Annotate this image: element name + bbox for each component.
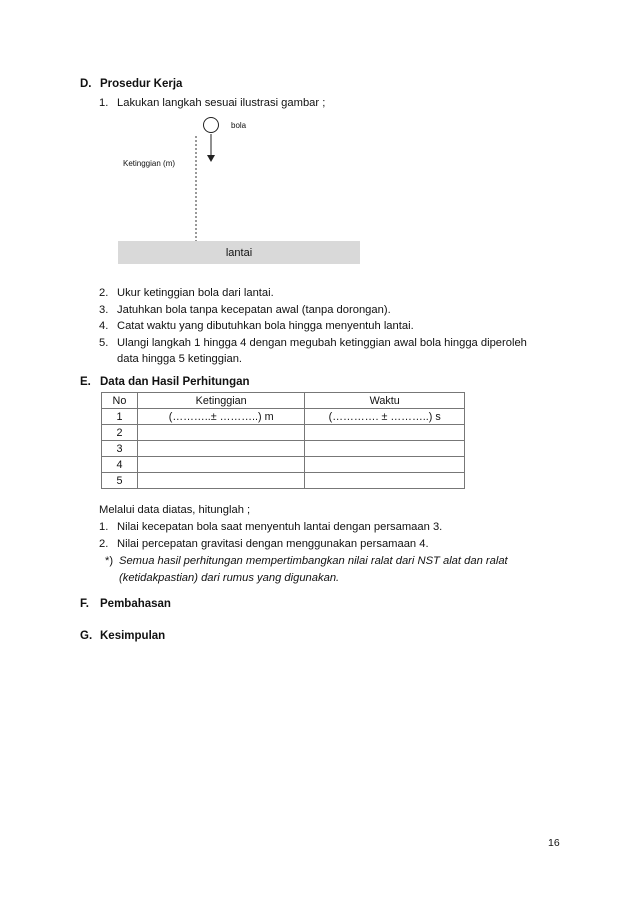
- step-text: [117, 335, 527, 368]
- free-fall-diagram: [0, 0, 638, 280]
- step-1-number: 1.: [99, 97, 109, 109]
- step-number: 2.: [99, 287, 109, 299]
- section-g-title: Kesimpulan: [100, 630, 166, 642]
- table-header-row: [102, 393, 465, 409]
- step-number: 5.: [99, 336, 109, 349]
- table-row: [102, 441, 465, 457]
- step-number: 4.: [99, 320, 109, 332]
- section-g-heading: [80, 630, 165, 642]
- table-cell: (…………. ± ………..) s: [305, 409, 465, 425]
- data-table: [101, 392, 465, 489]
- diagram-lines: [0, 0, 638, 280]
- table-row: [102, 409, 465, 425]
- note-line: Semua hasil perhitungan mempertimbangkan nilai ralat dari NST alat dan ralat: [119, 555, 508, 567]
- table-cell: 4: [102, 457, 138, 473]
- table-cell: [137, 473, 305, 489]
- section-f-title: Pembahasan: [100, 598, 171, 610]
- section-e-letter: E.: [80, 376, 91, 388]
- section-f-heading: [80, 598, 171, 610]
- section-d-title: Prosedur Kerja: [100, 78, 183, 90]
- calculation-note: [99, 553, 579, 587]
- table-header-no: No: [102, 393, 138, 409]
- step-text-line: data hingga 5 ketinggian.: [117, 353, 243, 365]
- step-1-text: Lakukan langkah sesuai ilustrasi gambar ;: [117, 97, 326, 109]
- task-1: [99, 519, 579, 536]
- section-e-title: Data dan Hasil Perhitungan: [100, 376, 250, 388]
- table-cell: 3: [102, 441, 138, 457]
- table-cell: [137, 457, 305, 473]
- table-row: [102, 425, 465, 441]
- task-number: 1.: [99, 521, 109, 533]
- step-2: [99, 285, 569, 302]
- table-cell: [305, 473, 465, 489]
- height-label: Ketinggian (m): [123, 159, 176, 168]
- table-cell: 2: [102, 425, 138, 441]
- section-g-letter: G.: [80, 630, 93, 642]
- table-cell: 5: [102, 473, 138, 489]
- table-cell: [137, 441, 305, 457]
- step-5: [99, 335, 569, 368]
- section-f-letter: F.: [80, 598, 89, 610]
- task-text: Nilai percepatan gravitasi dengan menggunakan persamaan 4.: [117, 538, 429, 550]
- step-text-line: Ulangi langkah 1 hingga 4 dengan megubah ketinggian awal bola hingga diperoleh: [117, 336, 527, 349]
- note-text: [119, 553, 508, 587]
- step-3: [99, 302, 569, 319]
- table-cell: 1: [102, 409, 138, 425]
- task-2: [99, 536, 579, 553]
- table-row: [102, 457, 465, 473]
- table-cell: (………..± ………..) m: [137, 409, 305, 425]
- step-number: 3.: [99, 303, 109, 316]
- table-header-time: Waktu: [305, 393, 465, 409]
- step-text: Ukur ketinggian bola dari lantai.: [117, 287, 274, 299]
- task-number: 2.: [99, 538, 109, 550]
- note-prefix: *): [105, 555, 114, 567]
- page-number: 16: [548, 837, 560, 849]
- note-line: (ketidakpastian) dari rumus yang digunakan.: [119, 572, 340, 584]
- step-text: Jatuhkan bola tanpa kecepatan awal (tanpa dorongan).: [117, 303, 391, 316]
- table-cell: [305, 425, 465, 441]
- floor-label: lantai: [225, 246, 253, 259]
- step-text: Catat waktu yang dibutuhkan bola hingga menyentuh lantai.: [117, 320, 414, 332]
- task-text: Nilai kecepatan bola saat menyentuh lantai dengan persamaan 3.: [117, 521, 443, 533]
- table-row: [102, 473, 465, 489]
- table-header-height: Ketinggian: [137, 393, 305, 409]
- ball-label: bola: [231, 121, 247, 130]
- section-e-heading: [80, 376, 250, 388]
- table-cell: [305, 457, 465, 473]
- floor: [118, 241, 360, 264]
- table-cell: [137, 425, 305, 441]
- steps-list: [99, 285, 569, 368]
- calculation-block: [99, 502, 579, 587]
- table-cell: [305, 441, 465, 457]
- fall-arrow-head-icon: [207, 155, 215, 162]
- step-4: [99, 318, 569, 335]
- section-d-letter: D.: [80, 78, 92, 90]
- calculation-intro: Melalui data diatas, hitunglah ;: [99, 504, 251, 516]
